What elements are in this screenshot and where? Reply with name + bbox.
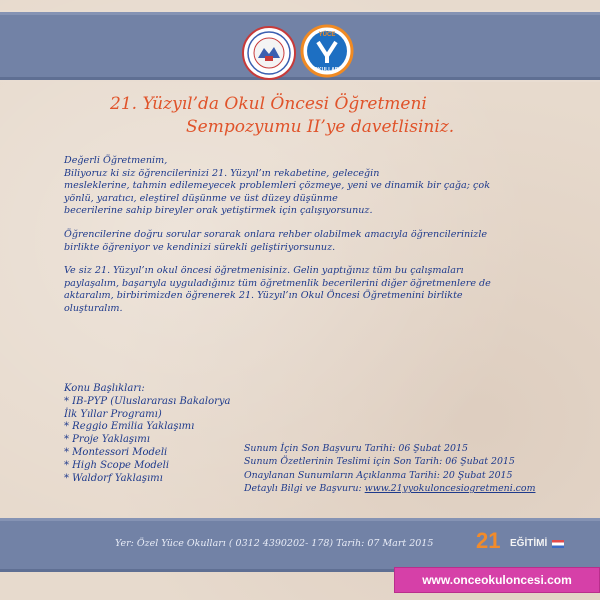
logo-text-bottom: OKULLARI — [314, 67, 340, 73]
body-line: mesleklerine, tahmin edilemeyecek problemleri çözmeye, yeni ve dinamik bir çağa; çok — [64, 180, 491, 192]
brand-number: 21 — [476, 528, 501, 553]
topic-item: * High Scope Modeli — [64, 459, 170, 471]
topics-list — [64, 383, 254, 485]
body-line: Öğrencilerine doğru sorular sorarak onlara rehber olabilmek amacıyla öğrencilerinizle — [64, 228, 488, 240]
topics-heading: Konu Başlıkları: — [64, 383, 145, 394]
title-line-1: 21. Yüzyıl’da Okul Öncesi Öğretmeni — [110, 94, 427, 114]
watermark-link[interactable]: www.onceokuloncesi.com — [394, 567, 600, 593]
invitation-body — [64, 155, 564, 327]
body-paragraph-1 — [64, 155, 564, 218]
topic-item: * Proje Yaklaşımı — [64, 434, 150, 446]
title-line-2: Sempozyumu II’ye davetlisiniz. — [186, 117, 455, 137]
brand-logo — [476, 528, 566, 558]
body-line: birlikte öğreniyor ve kendinizi sürekli geliştiriyorsunuz. — [64, 241, 336, 253]
body-paragraph-3 — [64, 265, 564, 315]
body-line: Biliyoruz ki siz öğrencilerinizi 21. Yüzyıl’ın rekabetine, geleceğin — [64, 167, 380, 179]
topic-item: * IB-PYP (Uluslararası Bakalorya — [64, 395, 231, 407]
flag-icon — [552, 540, 564, 548]
topic-item: * Waldorf Yaklaşımı — [64, 472, 163, 484]
brand-word: EĞİTİMİ — [510, 538, 548, 549]
body-line: becerilerine sahip bireyler orak yetiştirmek için çalışıyorsunuz. — [64, 205, 373, 217]
body-paragraph-2 — [64, 229, 564, 254]
website-link[interactable]: www.21yyokuloncesiogretmeni.com — [364, 483, 536, 495]
venue-and-date: Yer: Özel Yüce Okulları ( 0312 4390202- 178) Tarih: 07 Mart 2015 — [115, 538, 434, 549]
topic-item: * Montessori Modeli — [64, 446, 168, 458]
topic-item: * Reggio Emilia Yaklaşımı — [64, 421, 195, 433]
body-line: aktaralım, birbirimizden öğrenerek 21. Yüzyıl’ın Okul Öncesi Öğretmenini birlikte — [64, 290, 463, 302]
topic-item: İlk Yıllar Programı) — [64, 408, 162, 420]
body-line: oluşturalım. — [64, 302, 123, 314]
date-item: Onaylanan Sunumların Açıklanma Tarihi: 20 Şubat 2015 — [244, 469, 513, 481]
logo-text-top: YÜCE — [318, 32, 336, 38]
date-item: Sunum İçin Son Başvuru Tarihi: 06 Şubat 2015 — [244, 443, 468, 454]
important-dates — [244, 442, 564, 496]
invitation-title — [110, 93, 530, 139]
yuce-okullari-logo — [300, 24, 354, 82]
date-item: Sunum Özetlerinin Teslimi için Son Tarih: 06 Şubat 2015 — [244, 456, 515, 468]
body-line: yönlü, yaratıcı, eleştirel düşünme ve üst düzey düşünme — [64, 192, 338, 204]
salutation: Değerli Öğretmenim, — [64, 155, 168, 166]
school-emblem-logo — [242, 26, 296, 80]
body-line: paylaşalım, başarıyla uyguladığınız tüm öğretmenlik becerilerini diğer öğretmenlere de — [64, 277, 491, 289]
body-line: Ve siz 21. Yüzyıl’ın okul öncesi öğretmenisiniz. Gelin yaptığınız tüm bu çalışmaları — [64, 265, 464, 277]
info-line — [244, 482, 564, 495]
info-label: Detaylı Bilgi ve Başvuru: — [244, 483, 365, 495]
